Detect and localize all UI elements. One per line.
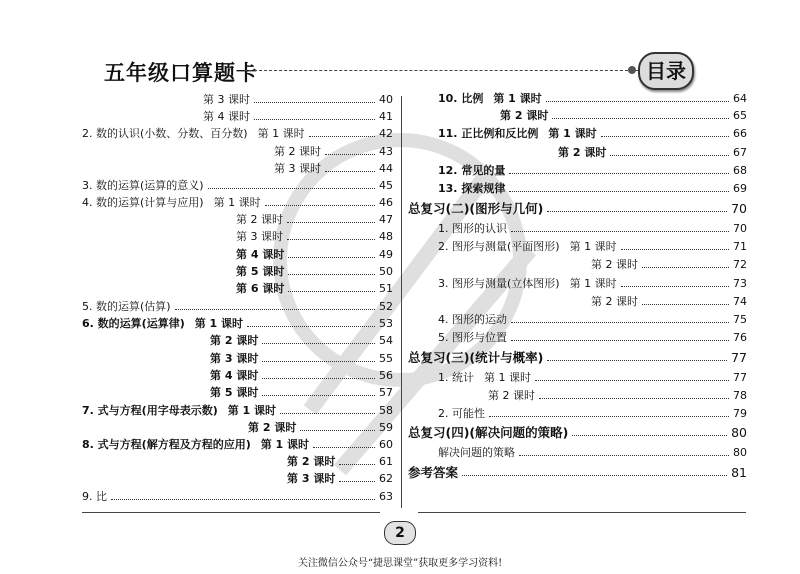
toc-entry-lesson: 第 1 课时 [227, 404, 277, 417]
toc-entry[interactable] [558, 143, 747, 161]
toc-entry[interactable] [236, 245, 393, 263]
toc-page-number: 73 [733, 276, 747, 290]
toc-page-number: 62 [379, 471, 393, 485]
dot-leader [511, 231, 729, 232]
toc-entry-title: 第 2 课时 [591, 295, 638, 308]
toc-entry[interactable] [408, 199, 747, 217]
dot-leader [339, 464, 375, 465]
dot-leader [642, 304, 729, 305]
toc-entry[interactable] [438, 404, 747, 422]
toc-entry-title: 第 3 课时 [210, 352, 259, 365]
page-number: 2 [384, 521, 416, 545]
toc-entry[interactable] [438, 124, 747, 142]
dot-leader [509, 173, 729, 174]
toc-page-number: 60 [379, 437, 393, 451]
toc-entry[interactable] [438, 179, 747, 197]
toc-page-number: 65 [733, 108, 747, 122]
dot-leader [313, 447, 375, 448]
dot-leader [610, 155, 729, 156]
toc-entry-title: 总复习(二)(图形与几何) [408, 201, 544, 216]
dot-leader [642, 267, 729, 268]
toc-entry[interactable] [591, 292, 747, 310]
dot-leader [547, 211, 727, 212]
toc-entry-title: 解决问题的策略 [438, 446, 515, 459]
toc-entry-title: 9. 比 [82, 490, 107, 503]
toc-entry[interactable] [203, 90, 393, 108]
toc-page-number: 55 [379, 351, 393, 365]
toc-page-number: 80 [733, 445, 747, 459]
dot-leader [546, 101, 729, 102]
dot-leader [621, 249, 729, 250]
dot-leader [280, 413, 375, 414]
dot-leader [262, 361, 375, 362]
toc-entry-title: 总复习(四)(解决问题的策略) [408, 425, 569, 440]
toc-entry[interactable] [210, 331, 393, 349]
toc-entry-title: 12. 常见的量 [438, 164, 506, 177]
toc-entry-title: 第 2 课时 [236, 213, 283, 226]
toc-page-number: 43 [379, 144, 393, 158]
toc-entry[interactable] [82, 297, 393, 315]
dot-leader [489, 416, 729, 417]
dot-leader [552, 118, 729, 119]
book-title: 五年级口算题卡 [104, 61, 258, 85]
dot-leader [300, 430, 375, 431]
header-rule [244, 70, 638, 71]
toc-entry[interactable] [500, 106, 747, 124]
toc-page-number: 67 [733, 145, 747, 159]
toc-entry-title: 第 3 课时 [287, 472, 336, 485]
toc-entry[interactable] [236, 210, 393, 228]
toc-entry[interactable] [438, 237, 747, 255]
dot-leader [175, 309, 375, 310]
toc-entry-title: 6. 数的运算(运算律) [82, 317, 185, 330]
header-dot [628, 66, 636, 74]
toc-entry[interactable] [591, 255, 747, 273]
dot-leader [208, 188, 375, 189]
toc-entry[interactable] [408, 348, 747, 366]
toc-entry[interactable] [274, 142, 393, 160]
toc-page-number: 81 [731, 464, 747, 480]
toc-entry[interactable] [203, 107, 393, 125]
toc-entry-title: 10. 比例 [438, 92, 484, 105]
toc-entry-lesson: 第 1 课时 [548, 127, 597, 140]
dot-leader [511, 322, 729, 323]
toc-page-number: 72 [733, 257, 747, 271]
toc-page-number: 66 [733, 126, 747, 140]
toc-entry-title: 4. 图形的运动 [438, 313, 507, 326]
dot-leader [519, 455, 729, 456]
toc-page-number: 41 [379, 109, 393, 123]
toc-entry[interactable] [274, 159, 393, 177]
toc-entry[interactable] [82, 176, 393, 194]
dot-leader [547, 360, 727, 361]
toc-page-number: 69 [733, 181, 747, 195]
toc-page-number: 54 [379, 333, 393, 347]
toc-page-number: 80 [731, 424, 747, 440]
dot-leader [287, 239, 375, 240]
toc-entry[interactable] [438, 368, 747, 386]
toc-page-number: 74 [733, 294, 747, 308]
toc-page-number: 42 [379, 126, 393, 140]
dot-leader [287, 222, 375, 223]
toc-entry-title: 第 2 课时 [210, 334, 259, 347]
toc-page-number: 61 [379, 454, 393, 468]
dot-leader [254, 119, 375, 120]
toc-entry-lesson: 第 1 课时 [213, 196, 261, 209]
toc-page-number: 47 [379, 212, 393, 226]
dot-leader [254, 102, 375, 103]
dot-leader [511, 340, 729, 341]
toc-entry-title: 第 5 课时 [236, 265, 285, 278]
toc-page-number: 70 [731, 200, 747, 216]
toc-page-number: 77 [733, 370, 747, 384]
toc-entry-title: 11. 正比例和反比例 [438, 127, 539, 140]
toc-entry-title: 第 4 课时 [236, 248, 285, 261]
dot-leader [462, 475, 727, 476]
toc-entry-title: 7. 式与方程(用字母表示数) [82, 404, 218, 417]
toc-page-number: 49 [379, 247, 393, 261]
toc-entry-title: 第 2 课时 [248, 421, 297, 434]
toc-entry-title: 第 3 课时 [274, 162, 321, 175]
toc-entry[interactable] [438, 219, 747, 237]
toc-entry-title: 第 4 课时 [203, 110, 250, 123]
toc-entry[interactable] [438, 89, 747, 107]
toc-page-number: 51 [379, 281, 393, 295]
toc-entry-title: 2. 数的认识(小数、分数、百分数) [82, 127, 248, 140]
toc-page-number: 58 [379, 403, 393, 417]
toc-entry-lesson: 第 1 课时 [569, 277, 617, 290]
toc-entry-title: 3. 数的运算(运算的意义) [82, 179, 204, 192]
dot-leader [111, 499, 375, 500]
toc-entry-title: 参考答案 [408, 465, 459, 480]
dot-leader [265, 205, 375, 206]
toc-page-number: 57 [379, 385, 393, 399]
toc-entry[interactable] [248, 418, 393, 436]
dot-leader [572, 435, 727, 436]
toc-page-number: 75 [733, 312, 747, 326]
toc-entry-title: 第 3 课时 [203, 93, 250, 106]
toc-page-number: 59 [379, 420, 393, 434]
toc-page-number: 79 [733, 406, 747, 420]
toc-page-number: 44 [379, 161, 393, 175]
toc-page-number: 76 [733, 330, 747, 344]
toc-entry-lesson: 第 1 课时 [569, 240, 617, 253]
toc-entry-title: 第 2 课时 [558, 146, 607, 159]
dot-leader [262, 395, 375, 396]
toc-entry[interactable] [210, 349, 393, 367]
toc-entry-title: 第 2 课时 [488, 389, 535, 402]
dot-leader [325, 171, 375, 172]
toc-page-number: 48 [379, 229, 393, 243]
dot-leader [288, 257, 375, 258]
toc-page-number: 50 [379, 264, 393, 278]
dot-leader [309, 136, 375, 137]
toc-page-number: 52 [379, 299, 393, 313]
toc-entry[interactable] [438, 310, 747, 328]
toc-entry[interactable] [210, 383, 393, 401]
dot-leader [621, 286, 729, 287]
toc-page-number: 63 [379, 489, 393, 503]
toc-entry-title: 1. 统计 [438, 371, 474, 384]
toc-entry-title: 1. 图形的认识 [438, 222, 507, 235]
toc-entry-title: 第 2 课时 [287, 455, 336, 468]
toc-entry[interactable] [82, 124, 393, 142]
toc-entry[interactable] [82, 314, 393, 332]
toc-entry[interactable] [438, 443, 747, 461]
toc-entry[interactable] [82, 435, 393, 453]
toc-entry[interactable] [438, 161, 747, 179]
dot-leader [339, 481, 375, 482]
toc-entry[interactable] [408, 463, 747, 481]
dot-leader [288, 291, 375, 292]
dot-leader [247, 326, 375, 327]
toc-page-number: 77 [731, 349, 747, 365]
dot-leader [325, 154, 375, 155]
toc-page-number: 71 [733, 239, 747, 253]
toc-entry-title: 5. 图形与位置 [438, 331, 507, 344]
dot-leader [262, 343, 375, 344]
dot-leader [539, 398, 729, 399]
toc-badge: 目录 [638, 52, 694, 90]
toc-entry-title: 第 2 课时 [274, 145, 321, 158]
dot-leader [535, 380, 729, 381]
toc-entry-title: 第 4 课时 [210, 369, 259, 382]
toc-entry-lesson: 第 1 课时 [257, 127, 305, 140]
toc-entry[interactable] [82, 193, 393, 211]
toc-entry-title: 3. 图形与测量(立体图形) [438, 277, 560, 290]
toc-page-number: 53 [379, 316, 393, 330]
toc-entry-title: 第 2 课时 [500, 109, 549, 122]
toc-entry[interactable] [82, 487, 393, 505]
toc-entry-title: 总复习(三)(统计与概率) [408, 350, 544, 365]
toc-entry[interactable] [287, 469, 393, 487]
toc-entry-lesson: 第 1 课时 [484, 371, 531, 384]
dot-leader [509, 191, 729, 192]
toc-entry-title: 8. 式与方程(解方程及方程的应用) [82, 438, 251, 451]
bottom-rule-right [418, 512, 746, 513]
toc-page-number: 64 [733, 91, 747, 105]
toc-entry-title: 2. 图形与测量(平面图形) [438, 240, 560, 253]
toc-entry[interactable] [408, 423, 747, 441]
toc-entry[interactable] [287, 452, 393, 470]
toc-entry[interactable] [438, 274, 747, 292]
toc-entry[interactable] [438, 328, 747, 346]
toc-entry-title: 5. 数的运算(估算) [82, 300, 171, 313]
toc-entry[interactable] [488, 386, 747, 404]
toc-page-number: 40 [379, 92, 393, 106]
toc-entry-lesson: 第 1 课时 [194, 317, 244, 330]
dot-leader [262, 378, 375, 379]
bottom-rule-left [82, 512, 380, 513]
toc-page-number: 56 [379, 368, 393, 382]
toc-entry-title: 第 2 课时 [591, 258, 638, 271]
dot-leader [288, 274, 375, 275]
toc-page-number: 46 [379, 195, 393, 209]
toc-page-number: 70 [733, 221, 747, 235]
toc-entry[interactable] [236, 262, 393, 280]
toc-entry-title: 13. 探索规律 [438, 182, 506, 195]
column-divider [401, 96, 402, 508]
toc-entry-title: 第 5 课时 [210, 386, 259, 399]
toc-entry-lesson: 第 1 课时 [493, 92, 542, 105]
toc-entry-title: 第 6 课时 [236, 282, 285, 295]
toc-entry-title: 第 3 课时 [236, 230, 283, 243]
toc-entry-title: 4. 数的运算(计算与应用) [82, 196, 204, 209]
toc-entry[interactable] [82, 401, 393, 419]
toc-entry[interactable] [210, 366, 393, 384]
toc-entry-lesson: 第 1 课时 [260, 438, 310, 451]
dot-leader [601, 136, 729, 137]
toc-page-number: 68 [733, 163, 747, 177]
toc-page-number: 78 [733, 388, 747, 402]
footer-note: 关注微信公众号“捷思课堂”获取更多学习资料! [297, 558, 503, 569]
toc-entry[interactable] [236, 279, 393, 297]
toc-entry[interactable] [236, 227, 393, 245]
toc-page-number: 45 [379, 178, 393, 192]
toc-entry-title: 2. 可能性 [438, 407, 485, 420]
